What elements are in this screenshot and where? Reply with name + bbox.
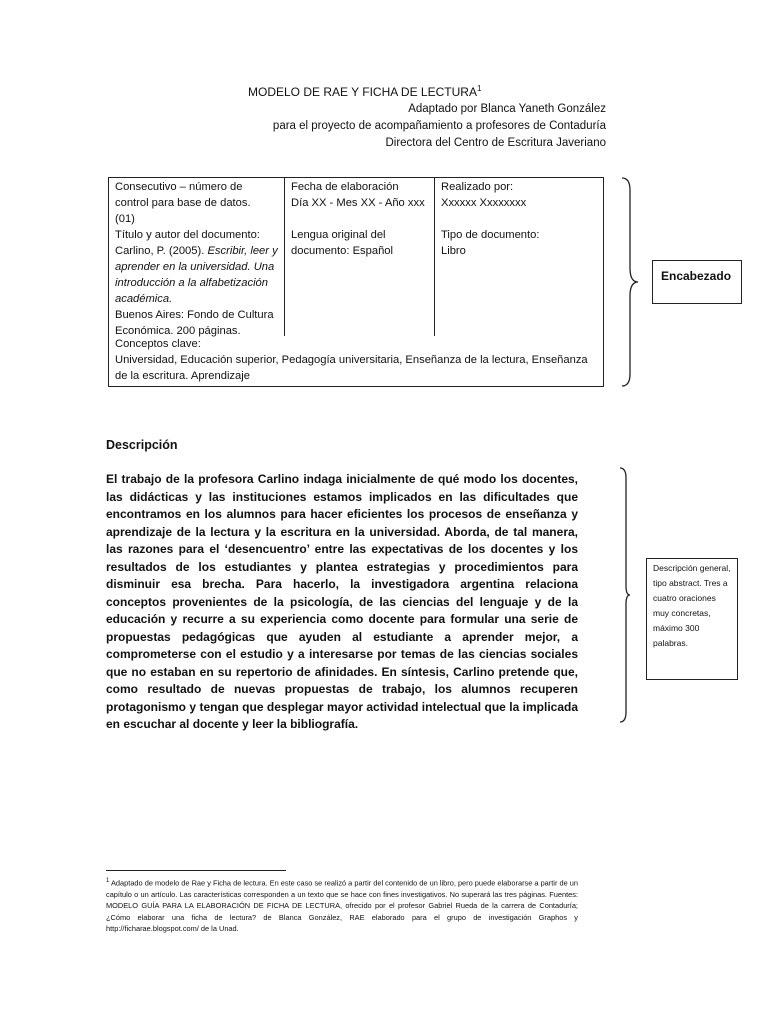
header-adapted-by: Adaptado por Blanca Yaneth González: [408, 103, 606, 115]
descripcion-note: Descripción general, tipo abstract. Tres a cuatro oraciones muy concretas, máximo 300 palabras.: [646, 558, 738, 680]
tipo-label: Tipo de documento:: [441, 229, 540, 241]
page-title: MODELO DE RAE Y FICHA DE LECTURA$^1$: [248, 84, 482, 99]
conceptos-row: [109, 336, 603, 384]
table-column-author: [435, 178, 603, 260]
encabezado-note: Encabezado: [652, 260, 742, 304]
footnote: [106, 876, 578, 935]
footnote-ref[interactable]: 1: [476, 84, 482, 93]
document-header: [240, 80, 606, 152]
header-project: para el proyecto de acompañamiento a profesores de Contaduría: [272, 120, 606, 132]
table-column-control: [109, 178, 285, 336]
fecha-label: Fecha de elaboración: [291, 181, 399, 193]
table-column-date: [285, 178, 435, 336]
footnote-text: Adaptado de modelo de Rae y Ficha de lectura. En este caso se realizó a partir del contenido de un libro, pero puede elaborarse a partir de un capítulo o un artículo. Las características corresponden a un texto que se hace con fines investigativos. No superará las tres páginas. Fuentes: MODELO GUÍA PARA LA ELABORACIÓN DE FICHA DE LECTURA, ofrecido por el profesor Gabriel Rueda de la carrera de Contaduría; ¿Cómo elaborar una ficha de lectura? de Blanca González, RAE elaborado para el grupo de investigación Graphos y http://ficharae.blogspot.com/ de la Unad.: [106, 878, 578, 934]
titulo-book: Escribir, leer y aprender en la universidad. Una introducción a la alfabetización académica.: [115, 245, 278, 305]
titulo-publisher: Buenos Aires: Fondo de Cultura Económica. 200 páginas.: [115, 309, 274, 337]
rae-header-table: [108, 177, 604, 387]
titulo-citation: [115, 243, 278, 307]
right-brace-description-icon: [618, 466, 632, 724]
tipo-value: Libro: [441, 245, 466, 257]
lengua-label: Lengua original del documento: Español: [291, 229, 393, 257]
fecha-value: Día XX - Mes XX - Año xxx: [291, 197, 425, 209]
conceptos-value: Universidad, Educación superior, Pedagogía universitaria, Enseñanza de la lectura, Enseñanza de la escritura. Aprendizaje: [115, 354, 588, 382]
realizado-label: Realizado por:: [441, 181, 514, 193]
footnote-marker: 1: [106, 878, 110, 884]
conceptos-label: Conceptos clave:: [115, 338, 201, 350]
header-director: Directora del Centro de Escritura Javeriano: [385, 137, 606, 149]
titulo-label: Título y autor del documento:: [115, 229, 260, 241]
descripcion-heading: Descripción: [106, 438, 178, 452]
titulo-author: Carlino, P. (2005).: [115, 245, 205, 257]
descripcion-body: El trabajo de la profesora Carlino indaga inicialmente de qué modo los docentes, las didácticas y las instituciones estamos implicados en las dificultades que encontramos en los alumnos para hacer eficientes los procesos de enseñanza y aprendizaje de la lectura y la escritura en la universidad. Aborda, de tal manera, las razones para el ‘desencuentro’ entre las expectativas de los docentes y los resultados de los estudiantes y plantea estrategias y procedimientos para disminuir esa brecha. Para hacerlo, la investigadora argentina relaciona conceptos provenientes de la psicología, de las ciencias del lenguaje y de la educación y recurre a su experiencia como docente para formular una serie de propuestas pedagógicas que ayuden al estudiante a aprender mejor, a comprometerse con el estudio y a interesarse por temas de las ciencias sociales que no estaban en su repertorio de afinidades. En síntesis, Carlino pretende que, como resultado de nuevas propuestas de trabajo, los alumnos recuperen protagonismo y tengan que desplegar mayor actividad intelectual que la implicada en escuchar al docente y leer la bibliografía.: [106, 472, 578, 731]
consecutivo-label: Consecutivo – número de control para base de datos.: [115, 181, 251, 209]
realizado-value: Xxxxxx Xxxxxxxx: [441, 197, 527, 209]
right-brace-header-icon: [618, 176, 640, 388]
footnote-divider: [106, 870, 286, 871]
consecutivo-value: (01): [115, 213, 135, 225]
